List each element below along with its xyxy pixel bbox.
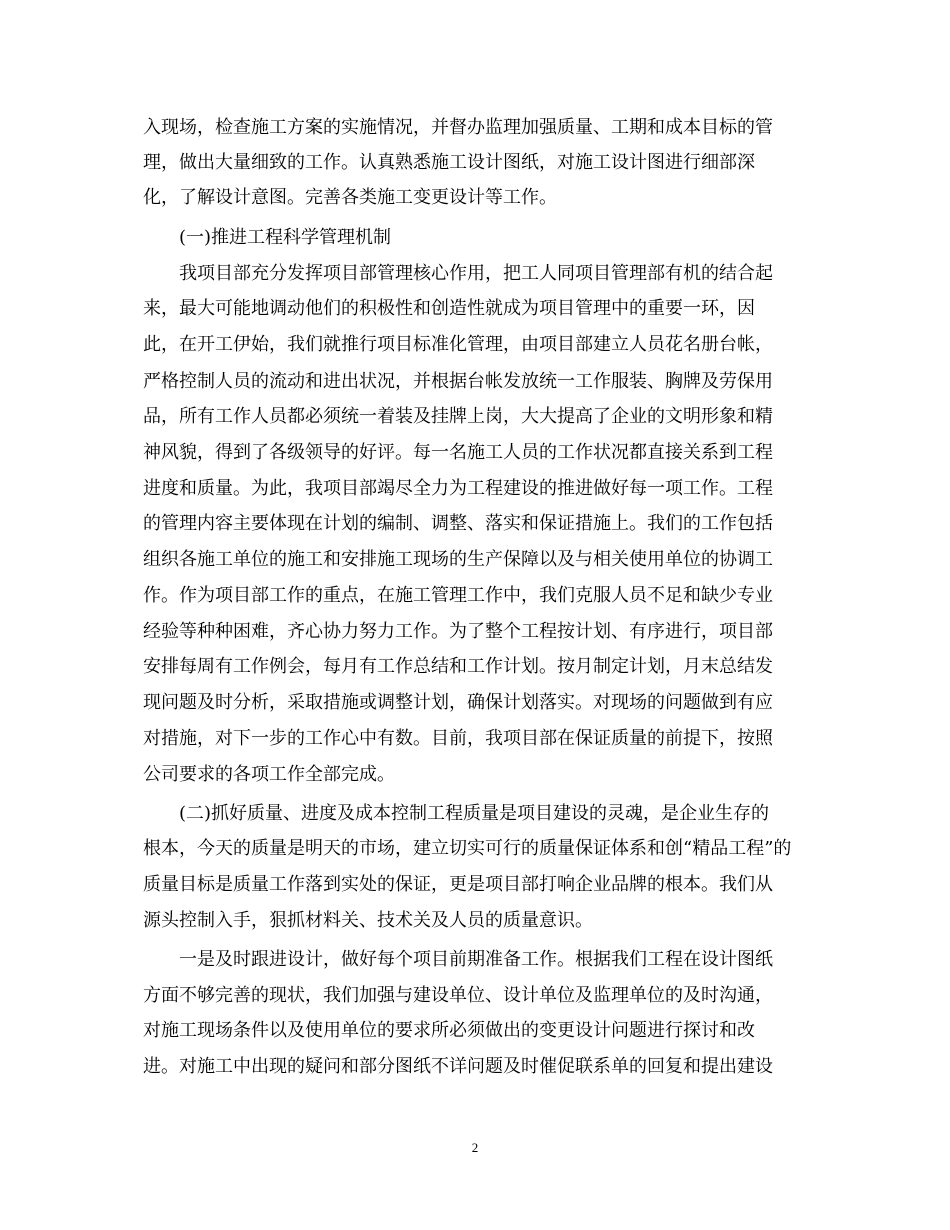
text-line: 来，最大可能地调动他们的积极性和创造性就成为项目管理中的重要一环，因: [143, 298, 755, 319]
text-line: 源头控制入手，狠抓材料关、技术关及人员的质量意识。: [143, 910, 593, 931]
text-line: (二)抓好质量、进度及成本控制工程质量是项目建设的灵魂，是企业生存的: [179, 803, 770, 824]
section-heading: (一)推进工程科学管理机制: [179, 227, 392, 248]
text-line: 现问题及时分析，采取措施或调整计划，确保计划落实。对现场的问题做到有应: [143, 692, 773, 713]
text-line: 安排每周有工作例会，每月有工作总结和工作计划。按月制定计划，月末总结发: [143, 656, 773, 677]
text-line: 组织各施工单位的施工和安排施工现场的生产保障以及与相关使用单位的协调工: [143, 549, 773, 570]
text-line: 对施工现场条件以及使用单位的要求所必须做出的变更设计问题进行探讨和改: [143, 1020, 755, 1041]
text-line: 此，在开工伊始，我们就推行项目标准化管理，由项目部建立人员花名册台帐，: [143, 334, 773, 355]
text-line: 化，了解设计意图。完善各类施工变更设计等工作。: [143, 187, 557, 208]
text-line: 公司要求的各项工作全部完成。: [143, 764, 395, 785]
text-line: 经验等种种困难，齐心协力努力工作。为了整个工程按计划、有序进行，项目部: [143, 621, 773, 642]
text-line: 的管理内容主要体现在计划的编制、调整、落实和保证措施上。我们的工作包括: [143, 513, 773, 534]
text-line: 入现场，检查施工方案的实施情况，并督办监理加强质量、工期和成本目标的管: [143, 117, 773, 138]
page-number: 2: [471, 1140, 479, 1155]
text-line: 方面不够完善的现状，我们加强与建设单位、设计单位及监理单位的及时沟通，: [143, 985, 773, 1006]
text-line: 神风貌，得到了各级领导的好评。每一名施工人员的工作状况都直接关系到工程: [143, 442, 773, 463]
text-line: 理，做出大量细致的工作。认真熟悉施工设计图纸，对施工设计图进行细部深: [143, 152, 755, 173]
text-line: 对措施，对下一步的工作心中有数。目前，我项目部在保证质量的前提下，按照: [143, 728, 773, 749]
text-line: 一是及时跟进设计，做好每个项目前期准备工作。根据我们工程在设计图纸: [179, 949, 773, 970]
text-line: 进。对施工中出现的疑问和部分图纸不详问题及时催促联系单的回复和提出建设: [143, 1056, 773, 1077]
text-line: 严格控制人员的流动和进出状况，并根据台帐发放统一工作服装、胸牌及劳保用: [143, 371, 773, 392]
text-line: 根本，今天的质量是明天的市场，建立切实可行的质量保证体系和创“精品工程”的: [143, 838, 792, 859]
text-line: 我项目部充分发挥项目部管理核心作用，把工人同项目管理部有机的结合起: [179, 263, 773, 284]
text-line: 作。作为项目部工作的重点，在施工管理工作中，我们克服人员不足和缺少专业: [143, 585, 773, 606]
text-line: 进度和质量。为此，我项目部竭尽全力为工程建设的推进做好每一项工作。工程: [143, 478, 773, 499]
text-line: 质量目标是质量工作落到实处的保证，更是项目部打响企业品牌的根本。我们从: [143, 874, 773, 895]
text-line: 品，所有工作人员都必须统一着装及挂牌上岗，大大提高了企业的文明形象和精: [143, 406, 773, 427]
